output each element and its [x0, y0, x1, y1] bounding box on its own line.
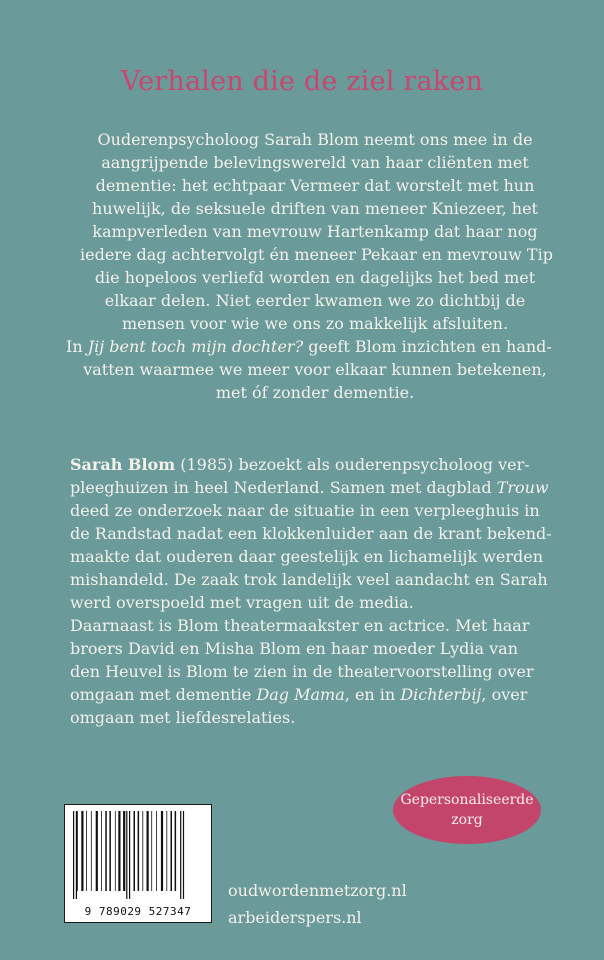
bio-line: de Randstad nadat een klokkenluider aan de krant bekend- [70, 524, 552, 543]
bio-line [70, 453, 550, 476]
barcode-bar [109, 811, 111, 891]
badge-line: Gepersonaliseerde [400, 792, 534, 808]
barcode-bar [134, 811, 136, 891]
author-bio [70, 453, 550, 729]
bio-line: maakte dat ouderen daar geestelijk en lichamelijk werden [70, 547, 544, 566]
barcode-bar [73, 811, 74, 899]
barcode-bar [115, 811, 116, 891]
blurb-line: mensen voor wie we ons zo makkelijk afsluiten. [121, 314, 509, 333]
in-prefix: In [66, 337, 88, 356]
barcode-bar [183, 811, 184, 899]
barcode-bar [81, 811, 83, 891]
website-links [228, 877, 407, 931]
blurb-line: elkaar delen. Niet eerder kwamen we zo dichtbij de [104, 291, 526, 310]
blurb-line [66, 335, 550, 358]
barcode-bar [118, 811, 120, 891]
bio-line: werd overspoeld met vragen uit de media. [70, 593, 414, 612]
barcode-bar [126, 811, 127, 899]
barcode-bar [180, 811, 181, 899]
website-link[interactable]: oudwordenmetzorg.nl [228, 881, 407, 900]
blurb-line: dementie: het echtpaar Vermeer dat worstelt met hun [95, 176, 535, 195]
barcode-bar [76, 811, 77, 899]
barcode-bar [142, 811, 143, 891]
barcode-bar [171, 811, 173, 891]
website-link[interactable]: arbeiderspers.nl [228, 908, 362, 927]
isbn-number: 9 789029 527347 [84, 905, 192, 918]
blurb-line: met óf zonder dementie. [215, 383, 415, 402]
barcode-bar [138, 811, 140, 891]
barcode-bar [147, 811, 149, 891]
barcode-bar [161, 811, 163, 891]
blurb-line-rest: geeft Blom inzichten en hand- [303, 337, 552, 356]
bio-line: Daarnaast is Blom theatermaakster en actrice. Met haar [70, 616, 530, 635]
bio-line-text: , over [481, 685, 528, 704]
newspaper-name: Trouw [496, 478, 549, 497]
barcode-bar [123, 811, 125, 891]
blurb-line: aangrijpende belevingswereld van haar cliënten met [101, 153, 529, 172]
bio-line-text: , en in [344, 685, 401, 704]
personalised-care-badge [393, 776, 541, 844]
barcode-bar [101, 811, 102, 891]
show-title: Dag Mama [256, 685, 345, 704]
bio-line: den Heuvel is Blom te zien in de theatervoorstelling over [70, 662, 534, 681]
blurb-line: vatten waarmee we meer voor elkaar kunnen betekenen, [83, 360, 547, 379]
book-title: Jij bent toch mijn dochter? [87, 337, 304, 356]
barcode-bar [96, 811, 98, 891]
bio-line-text: pleeghuizen in heel Nederland. Samen met dagblad [70, 478, 497, 497]
show-title: Dichterbij [400, 685, 482, 704]
bio-line: omgaan met liefdesrelaties. [70, 708, 296, 727]
book-tagline: Verhalen die de ziel raken [120, 66, 484, 97]
blurb-line: kampverleden van mevrouw Hartenkamp dat haar nog [92, 222, 538, 241]
bio-line-text: omgaan met dementie [70, 685, 257, 704]
barcode-bar [129, 811, 130, 899]
barcode-bar [166, 811, 167, 891]
back-cover-blurb [66, 128, 553, 404]
bio-line: mishandeld. De zaak trok landelijk veel aandacht en Sarah [70, 570, 548, 589]
barcode-bar [175, 811, 177, 891]
isbn-barcode [64, 804, 212, 923]
barcode-bar [91, 811, 92, 891]
blurb-line: iedere dag achtervolgt én meneer Pekaar en mevrouw Tip [80, 245, 553, 264]
barcode-bar [105, 811, 107, 891]
blurb-line: Ouderenpsycholoog Sarah Blom neemt ons mee in de [97, 130, 533, 149]
barcode-bars [71, 811, 205, 899]
blurb-line: huwelijk, de seksuele driften van meneer Kniezeer, het [92, 199, 538, 218]
bio-line: deed ze onderzoek naar de situatie in een verpleeghuis in [70, 501, 540, 520]
badge-line: zorg [451, 812, 483, 828]
barcode-bar [86, 811, 87, 891]
bio-line [70, 683, 550, 706]
barcode-bar [77, 811, 78, 891]
barcode-bar [151, 811, 152, 891]
barcode-bar [156, 811, 157, 891]
bio-line-rest: (1985) bezoekt als ouderenpsycholoog ver- [175, 455, 530, 474]
blurb-line: die hopeloos verliefd worden en dagelijks het bed met [94, 268, 536, 287]
bio-line: broers David en Misha Blom en haar moeder Lydia van [70, 639, 518, 658]
bio-line [70, 476, 550, 499]
author-name: Sarah Blom [70, 455, 176, 474]
